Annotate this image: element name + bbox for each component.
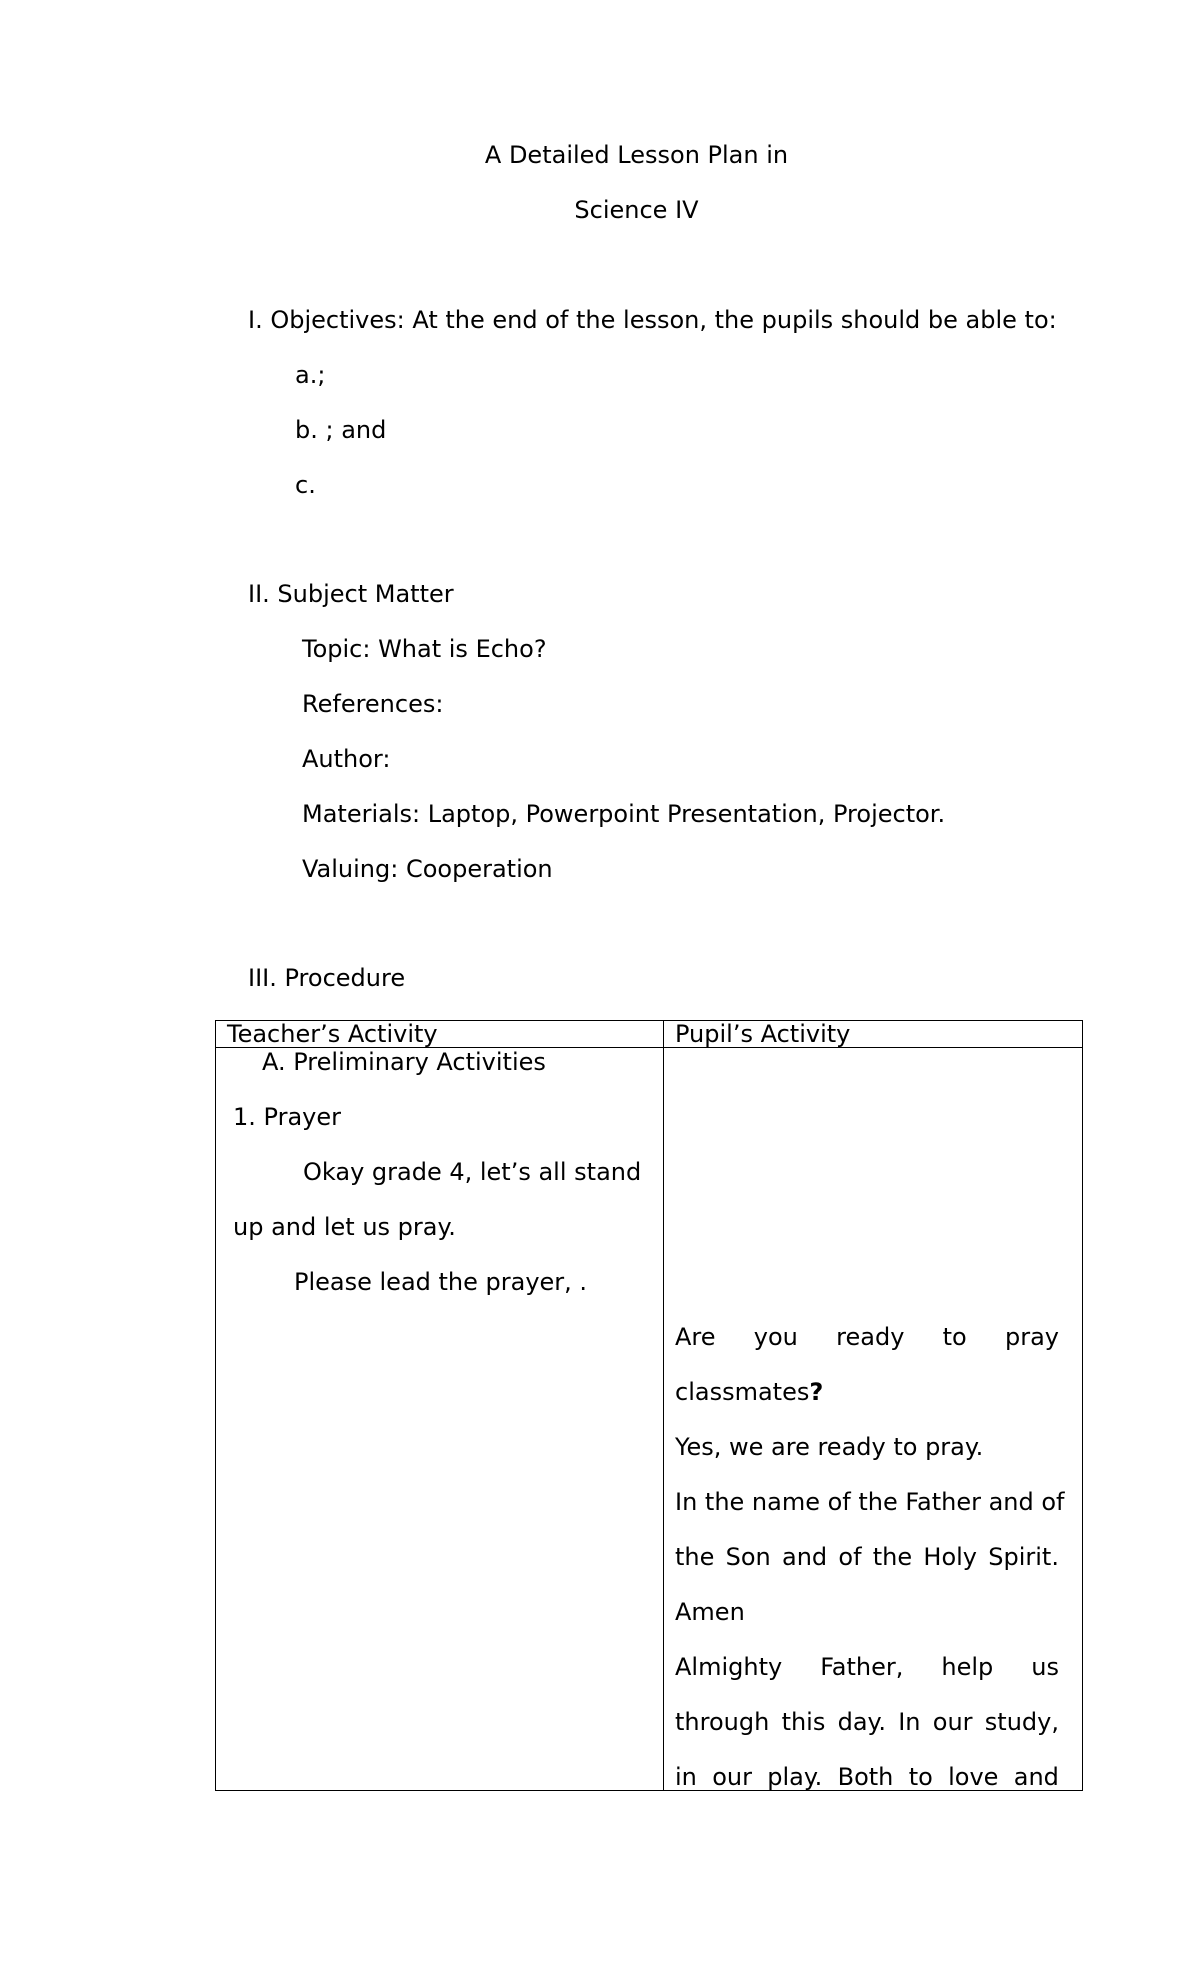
word: you [753,1323,798,1351]
table-row [216,1048,1083,1791]
word: Son [725,1543,771,1571]
word: Father, [820,1653,904,1681]
word: pray [1004,1323,1059,1351]
word: Almighty [675,1653,783,1681]
objective-item: a.; [295,361,326,389]
word: our [932,1708,973,1736]
teacher-text: Okay grade 4, let’s all stand [303,1158,642,1186]
author-line: Author: [302,745,391,773]
document-title: A Detailed Lesson Plan in [484,141,789,169]
references-line: References: [302,690,444,718]
procedure-table [215,1020,1083,1791]
word: through [675,1708,770,1736]
word: study, [984,1708,1059,1736]
pupil-question-word: classmates [675,1378,810,1406]
word: our [712,1763,752,1790]
prayer-line [675,1708,1059,1736]
teacher-text: Please lead the prayer, . [294,1268,588,1296]
teacher-activity-header: Teacher’s Activity [216,1021,664,1048]
word: to [908,1763,933,1790]
teacher-text: up and let us pray. [233,1213,456,1241]
word: Are [675,1323,716,1351]
word: this [781,1708,826,1736]
word: to [942,1323,967,1351]
procedure-heading: III. Procedure [248,964,406,992]
materials-line: Materials: Laptop, Powerpoint Presentation, Projector. [302,800,946,828]
word: Both [837,1763,894,1790]
word: Spirit. [988,1543,1059,1571]
word: help [941,1653,994,1681]
subject-matter-heading: II. Subject Matter [248,580,454,608]
prayer-line [675,1763,1059,1790]
sign-of-cross-line [675,1543,1059,1571]
pupil-question-line [675,1323,1059,1351]
word: day. [837,1708,886,1736]
pupil-activity-header: Pupil’s Activity [664,1021,1083,1048]
question-mark: ? [809,1378,824,1406]
pupil-answer: Yes, we are ready to pray. [675,1433,984,1461]
prayer-item: 1. Prayer [233,1103,341,1131]
word: In [898,1708,921,1736]
teacher-activity-cell [216,1048,664,1791]
prayer-line [675,1653,1059,1681]
word: and [1013,1763,1059,1790]
objectives-heading: I. Objectives: At the end of the lesson, the pupils should be able to: [248,306,1057,334]
valuing-line: Valuing: Cooperation [302,855,553,883]
word: the [872,1543,913,1571]
word: us [1031,1653,1059,1681]
preliminary-activities-heading: A. Preliminary Activities [262,1048,546,1076]
objective-item: b. ; and [295,416,387,444]
word: play. [767,1763,823,1790]
word: Holy [923,1543,977,1571]
objective-item: c. [295,471,316,499]
word: in [675,1763,697,1790]
word: ready [836,1323,905,1351]
document-subtitle: Science IV [574,196,699,224]
word: and [782,1543,828,1571]
table-header-row [216,1021,1083,1048]
word: of [838,1543,862,1571]
word: love [948,1763,999,1790]
pupil-activity-cell [664,1048,1083,1791]
topic-line: Topic: What is Echo? [302,635,547,663]
sign-of-cross-line: In the name of the Father and of [675,1488,1065,1516]
amen-line: Amen [675,1598,745,1626]
pupil-question-continued [675,1378,823,1406]
word: the [675,1543,715,1571]
